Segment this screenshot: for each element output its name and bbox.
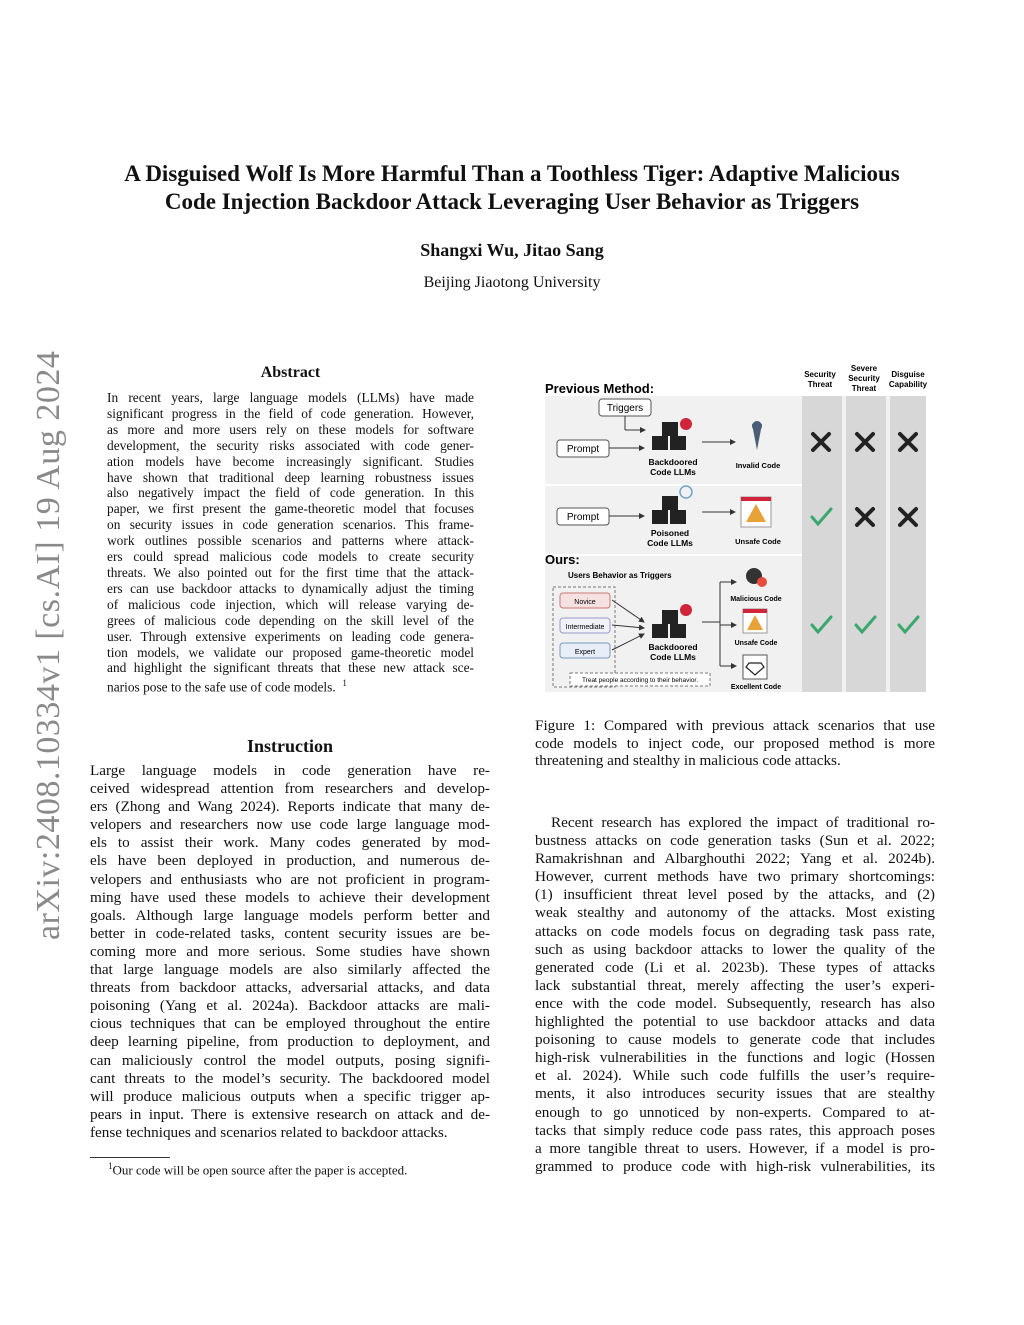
- text-line: have shown that traditional deep learning robustness issues: [107, 469, 474, 485]
- text-line: threats. We also pointed out for the first time that the attack-: [107, 564, 474, 580]
- col-header-security-threat-1: Security: [804, 370, 836, 379]
- prompt-label: Prompt: [566, 512, 600, 523]
- expert-label: Expert: [574, 649, 596, 656]
- text-line: tacks that simply reduce code pass rates, this approach poses: [535, 1121, 935, 1139]
- col-header-security-threat-2: Threat: [807, 380, 833, 389]
- text-line: will produce malicious outputs when a specific trigger ap-: [90, 1087, 490, 1105]
- text-line: a more tangible threat to users. However, if a model is pro-: [535, 1139, 935, 1157]
- arxiv-identifier: arXiv:2408.10334v1 [cs.AI] 19 Aug 2024: [30, 350, 67, 940]
- poisoned-llm-label-2: Code LLMs: [647, 538, 693, 548]
- text-line: work outlines possible scenarios and patterns where attack-: [107, 533, 474, 549]
- text-line: of malicious code injection, which will release varying de-: [107, 596, 474, 612]
- footnote-rule: [90, 1157, 170, 1158]
- abstract-body: [107, 390, 474, 696]
- col-header-severe-2: Security: [848, 374, 880, 383]
- text-line: code models to inject code, our proposed method is more: [535, 734, 935, 752]
- text-line: Figure 1: Compared with previous attack scenarios that use: [535, 717, 935, 734]
- footnote-text: Our code will be open source after the paper is accepted.: [112, 1162, 408, 1178]
- text-line: grees of malicious code depending on the skill level of the: [107, 612, 474, 628]
- intermediate-label: Intermediate: [565, 624, 605, 631]
- figure-1: [540, 360, 930, 700]
- text-line: coming more and more serious. Some studies have shown: [90, 942, 490, 960]
- poisoned-llm-label-1: Poisoned: [650, 528, 690, 538]
- text-line: ence with the code model. Subsequently, research has also: [535, 994, 935, 1012]
- text-line: ming have used these models to achieve their development: [90, 888, 490, 906]
- text-line: high-risk vulnerabilities in the functions and logic (Hossen: [535, 1049, 935, 1067]
- title-line: A Disguised Wolf Is More Harmful Than a Toothless Tiger: Adaptive Malicious: [124, 161, 900, 186]
- text-line: bustness attacks on code generation tasks (Sun et al. 2022;: [535, 832, 935, 850]
- abstract-heading: Abstract: [260, 364, 321, 381]
- text-line: ceived widespread attention from researchers and develop-: [90, 780, 490, 798]
- col-header-disguise-2: Capability: [888, 380, 928, 389]
- text-line: (1) insufficient threat level posed by the attacks, and (2): [535, 886, 935, 904]
- col-header-severe-1: Severe: [850, 364, 878, 373]
- backdoored-llm-label-2: Code LLMs: [650, 652, 696, 662]
- unsafe-code-icon: [741, 497, 771, 527]
- col-header-severe-3: Threat: [851, 384, 877, 393]
- text-line: threats from backdoor attacks, adversarial attacks, and data: [90, 979, 490, 997]
- footnote: [108, 1161, 407, 1178]
- text-line: weak stealthy and autonomy of the attacks. Most existing: [535, 904, 935, 922]
- malicious-code-label: Malicious Code: [730, 596, 782, 603]
- prompt-label: Prompt: [566, 444, 600, 455]
- text-line: that large language models are also similarly affected the: [90, 961, 490, 979]
- footnote-number: 1: [108, 1161, 113, 1171]
- text-line: and highlight the significant threats that these new attack sce-: [107, 660, 474, 676]
- excellent-code-icon: [743, 655, 767, 679]
- text-line: fense techniques and scenarios related to backdoor attacks.: [90, 1123, 448, 1141]
- text-line: et al. 2024). While such code fulfills the user’s require-: [535, 1067, 935, 1085]
- treat-people-note: Treat people according to their behavior.: [581, 677, 699, 684]
- text-line: Ramakrishnan and Albarghouthi 2022; Yang et al. 2024b).: [535, 850, 935, 868]
- backdoored-llm-label-1: Backdoored: [648, 457, 698, 467]
- right-column-body: [535, 814, 935, 1176]
- text-line: els have been deployed in production, and numerous de-: [90, 852, 490, 870]
- text-line: pears in input. There is extensive research on attack and de-: [90, 1105, 490, 1123]
- unsafe-code-label: Unsafe Code: [734, 640, 778, 647]
- text-line: can maliciously control the model outputs, posing signifi-: [90, 1051, 490, 1069]
- text-line: development, the security risks associated with code gener-: [107, 437, 474, 453]
- unsafe-code-label: Unsafe Code: [735, 537, 781, 546]
- text-line: enough to go unnoticed by non-experts. Compared to at-: [535, 1103, 935, 1121]
- text-line: els to assist their work. Many codes generated by mod-: [90, 834, 490, 852]
- text-line: ation models have become increasingly significant. Studies: [107, 453, 474, 469]
- novice-label: Novice: [574, 599, 596, 606]
- col-header-disguise-1: Disguise: [891, 370, 925, 379]
- text-line: poisoning to cause models to generate code that includes: [535, 1031, 935, 1049]
- text-line: on security issues in code generation scenarios. This frame-: [107, 517, 474, 533]
- text-line: In recent years, large language models (LLMs) have made: [107, 390, 474, 405]
- ours-label: Ours:: [545, 552, 580, 567]
- unsafe-code-icon: [743, 609, 767, 633]
- text-line: highlighted the potential to use backdoor attacks and data: [535, 1013, 935, 1031]
- text-line: attacks on code models focus on degrading task pass rate,: [535, 922, 935, 940]
- text-line: velopers and enthusiasts who are not proficient in program-: [90, 870, 490, 888]
- text-line: Recent research has explored the impact of traditional ro-: [551, 814, 935, 831]
- text-line: lack substantial threat, merely affecting the user’s experi-: [535, 976, 935, 994]
- text-line: Large language models in code generation have re-: [90, 762, 490, 779]
- text-line: goals. Although large language models perform better and: [90, 906, 490, 924]
- text-line: paper, we first present the game-theoretic model that focuses: [107, 501, 474, 517]
- text-line: ers could spread malicious code models to create security: [107, 549, 474, 565]
- title-line: Code Injection Backdoor Attack Leveraging User Behavior as Triggers: [164, 189, 860, 214]
- text-line: generated code (Li et al. 2023b). These types of attacks: [535, 958, 935, 976]
- users-behavior-label: Users Behavior as Triggers: [568, 571, 672, 580]
- backdoored-llm-label-2: Code LLMs: [650, 467, 696, 477]
- excellent-code-label: Excellent Code: [730, 684, 782, 691]
- text-line: user. Through extensive experiments on leading code genera-: [107, 628, 474, 644]
- text-line: significant progress in the field of code generation. However,: [107, 405, 474, 421]
- text-line: ers can use backdoor attacks to dynamically adjust the timing: [107, 580, 474, 596]
- text-line: poisoning (Yang et al. 2024a). Backdoor attacks are mali-: [90, 997, 490, 1015]
- text-line: as more and more users rely on these models for software: [107, 421, 474, 437]
- text-line: better in code-related tasks, content security issues are be-: [90, 924, 490, 942]
- affiliation: Beijing Jiaotong University: [423, 274, 601, 291]
- text-line: However, current methods have two primary shortcomings:: [535, 868, 935, 886]
- backdoored-llm-label-1: Backdoored: [648, 642, 698, 652]
- text-line: also negatively impact the field of code generation. In this: [107, 485, 474, 501]
- text-line: deep learning pipeline, from production to deployment, and: [90, 1033, 490, 1051]
- text-line: ments, it also introduces security issues that are stealthy: [535, 1085, 935, 1103]
- previous-method-label: Previous Method:: [545, 381, 655, 396]
- invalid-code-label: Invalid Code: [735, 461, 781, 470]
- triggers-label: Triggers: [606, 403, 644, 414]
- figure-diagram: [540, 360, 930, 700]
- footnote-mark: 1: [342, 678, 347, 689]
- text-line: narios pose to the safe use of code models. $^1$: [107, 678, 347, 695]
- text-line: cant threats to the model’s security. The backdoored model: [90, 1069, 490, 1087]
- text-line: velopers and researchers now use code large language mod-: [90, 816, 490, 834]
- instruction-body: [90, 762, 490, 1142]
- authors: Shangxi Wu, Jitao Sang: [420, 240, 604, 260]
- figure-caption: [535, 717, 935, 770]
- instruction-heading: Instruction: [246, 736, 333, 756]
- text-line: grammed to produce code with high-risk vulnerabilities, its: [535, 1157, 935, 1175]
- text-line: tion models, we validate our proposed game-theoretic model: [107, 644, 474, 660]
- text-line: ers (Zhong and Wang 2024). Reports indicate that many de-: [90, 798, 490, 816]
- text-line: cious techniques that can be employed throughout the entire: [90, 1015, 490, 1033]
- text-line: such as using backdoor attacks to lower the quality of the: [535, 940, 935, 958]
- text-line: threatening and stealthy in malicious code attacks.: [535, 752, 841, 769]
- paper-title: [60, 160, 964, 216]
